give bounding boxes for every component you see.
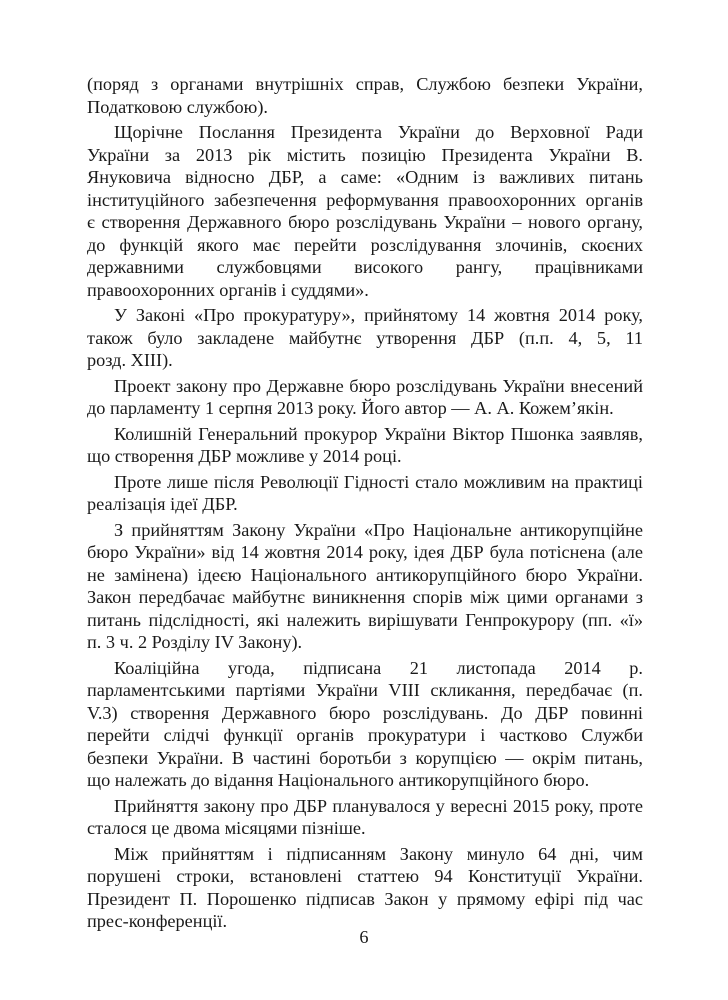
text-line: що належать до відання Національного антикорупційного бюро.	[87, 770, 590, 790]
page-number: 6	[359, 927, 369, 947]
text-line: до функцій якого має перейти розслідування злочинів, скоєних	[87, 234, 643, 255]
text-line: Коаліційна угода, підписана 21 листопада 2014 р.	[114, 657, 643, 678]
text-line: не замінена) ідеєю Національного антикорупційного бюро України.	[87, 564, 643, 585]
text-line: Януковича відносно ДБР, а саме: «Одним із важливих питань	[87, 167, 643, 187]
paragraph	[87, 375, 643, 420]
text-line: п. 3 ч. 2 Розділу IV Закону).	[87, 632, 303, 652]
text-line: питань підслідності, які належить вирішувати Генпрокурору (пп. «ї»	[87, 609, 643, 630]
text-line: також було закладене майбутнє утворення ДБР (п.п. 4, 5, 11	[87, 327, 643, 348]
paragraph	[87, 121, 643, 301]
paragraph	[87, 795, 643, 840]
text-line: Закон передбачає майбутнє виникнення спорів між цими органами з	[87, 587, 643, 607]
text-line: Проте лише після Революції Гідності стало можливим на практиці	[114, 471, 643, 492]
text-line: що створення ДБР можливе у 2014 році.	[87, 446, 402, 466]
text-line: є створення Державного бюро розслідувань України – нового органу,	[87, 212, 643, 232]
text-line: реалізація ідеї ДБР.	[87, 494, 238, 514]
paragraph	[87, 519, 643, 654]
text-line: до парламенту 1 серпня 2013 року. Його автор — А. А. Кожем’якін.	[87, 398, 614, 418]
document-body	[87, 73, 643, 936]
paragraph	[87, 471, 643, 516]
text-line: прес-конференції.	[87, 911, 228, 931]
text-line: перейти слідчі функції органів прокуратури і частково Служби	[87, 725, 643, 745]
text-line: (поряд з органами внутрішніх справ, Службою безпеки України,	[87, 74, 643, 94]
text-line: безпеки України. В частині боротьби з корупцією — окрім питань,	[87, 747, 643, 768]
text-line: У Законі «Про прокуратуру», прийнятому 14 жовтня 2014 року,	[114, 305, 643, 325]
text-line: Прийняття закону про ДБР планувалося у вересні 2015 року, проте	[114, 795, 643, 816]
text-line: Проект закону про Державне бюро розслідувань України внесений	[114, 375, 643, 396]
text-line: державними службовцями високого рангу, працівниками	[87, 257, 643, 277]
text-line: парламентськими партіями України VIII скликання, передбачає (п.	[87, 680, 643, 700]
text-line: сталося це двома місяцями пізніше.	[87, 818, 366, 838]
paragraph	[87, 73, 643, 118]
text-line: З прийняттям Закону України «Про Національне антикорупційне	[114, 519, 643, 540]
text-line: Президент П. Порошенко підписав Закон у прямому ефірі під час	[87, 888, 643, 909]
text-line: Колишній Генеральний прокурор України Віктор Пшонка заявляв,	[114, 423, 643, 444]
text-line: Податковою службою).	[87, 96, 268, 117]
text-line: порушені строки, встановлені статтею 94 Конституції України.	[87, 866, 643, 886]
text-line: розд. XIII).	[87, 350, 173, 370]
text-line: V.3) створення Державного бюро розслідувань. До ДБР повинні	[87, 702, 643, 723]
text-line: Між прийняттям і підписанням Закону минуло 64 дні, чим	[114, 843, 643, 864]
text-line: бюро України» від 14 жовтня 2014 року, ідея ДБР була потіснена (але	[87, 542, 643, 562]
paragraph	[87, 657, 643, 792]
paragraph	[87, 843, 643, 933]
text-line: Щорічне Послання Президента України до Верховної Ради	[114, 122, 643, 142]
text-line: інституційного забезпечення реформування правоохоронних органів	[87, 189, 643, 210]
paragraph	[87, 304, 643, 372]
text-line: правоохоронних органів і суддями».	[87, 279, 369, 300]
text-line: України за 2013 рік містить позицію Президента України В.	[87, 144, 643, 165]
paragraph	[87, 423, 643, 468]
